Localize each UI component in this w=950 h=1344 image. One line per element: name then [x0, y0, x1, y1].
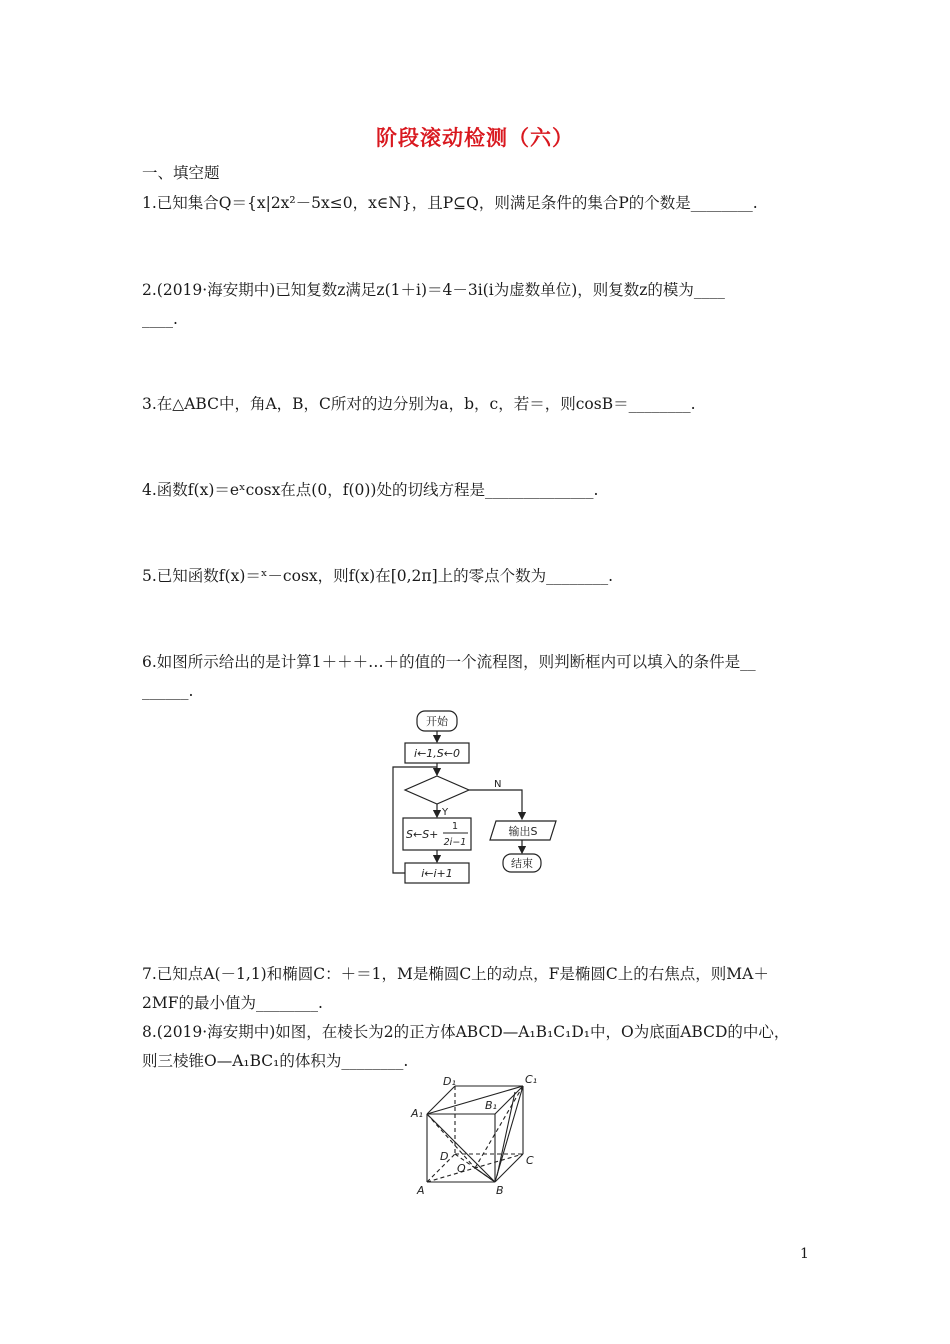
section-heading: 一、填空题: [142, 164, 220, 182]
cube-label-a1: A₁: [411, 1107, 423, 1120]
cube-label-o: O: [457, 1162, 466, 1175]
question-3-line-1: 3.在△ABC中，角A，B，C所对的边分别为a，b，c，若＝，则cosB＝________.: [142, 395, 696, 413]
cube-label-b: B: [496, 1184, 504, 1197]
cube-label-d1: D₁: [443, 1075, 456, 1088]
cube-label-a: A: [417, 1184, 425, 1197]
page-number: 1: [800, 1246, 809, 1262]
flow-end-text: 结束: [511, 857, 533, 870]
question-8-line-2: 则三棱锥O—A₁BC₁的体积为________.: [142, 1052, 409, 1070]
question-8-line-1: 8.(2019·海安期中)如图，在棱长为2的正方体ABCD—A₁B₁C₁D₁中，O为底面ABCD的中心，: [142, 1023, 790, 1041]
flow-start-text: 开始: [426, 715, 448, 728]
question-2-line-1: 2.(2019·海安期中)已知复数z满足z(1＋i)＝4－3i(i为虚数单位)，则复数z的模为____: [142, 281, 725, 299]
cube-figure: [405, 1072, 555, 1202]
flow-yes-label: Y: [442, 807, 449, 818]
question-7-line-1: 7.已知点A(－1,1)和椭圆C：＋＝1，M是椭圆C上的动点，F是椭圆C上的右焦点，则MA＋: [142, 965, 769, 983]
question-1-line-1: 1.已知集合Q＝{x|2x²－5x≤0，x∈N}，且P⊆Q，则满足条件的集合P的个数是________.: [142, 194, 758, 212]
question-4-line-1: 4.函数f(x)＝eˣcosx在点(0，f(0))处的切线方程是______________.: [142, 481, 599, 499]
question-5-line-1: 5.已知函数f(x)＝ˣ－cosx，则f(x)在[0,2π]上的零点个数为________.: [142, 567, 614, 585]
flow-output-text: 输出S: [508, 825, 538, 838]
flow-update-s-prefix: S←S+: [406, 828, 439, 841]
flow-update-s-denominator: 2i−1: [443, 837, 467, 848]
flow-decision-diamond: [405, 776, 469, 804]
question-7-line-2: 2MF的最小值为________.: [142, 994, 323, 1012]
question-2-line-2: ____.: [142, 310, 178, 328]
flow-init-text: i←1,S←0: [414, 747, 460, 760]
flow-update-s-numerator: 1: [451, 821, 459, 832]
flow-increment-text: i←i+1: [421, 867, 453, 880]
page-title: 阶段滚动检测（六）: [376, 126, 574, 150]
cube-label-c1: C₁: [525, 1073, 538, 1086]
flowchart-figure: [385, 705, 585, 890]
cube-label-d: D: [440, 1150, 449, 1163]
cube-label-b1: B₁: [485, 1099, 497, 1112]
question-6-line-1: 6.如图所示给出的是计算1＋＋＋…＋的值的一个流程图，则判断框内可以填入的条件是__: [142, 653, 756, 671]
question-6-line-2: ______.: [142, 682, 194, 700]
flow-no-label: N: [494, 779, 502, 790]
cube-label-c: C: [526, 1154, 534, 1167]
